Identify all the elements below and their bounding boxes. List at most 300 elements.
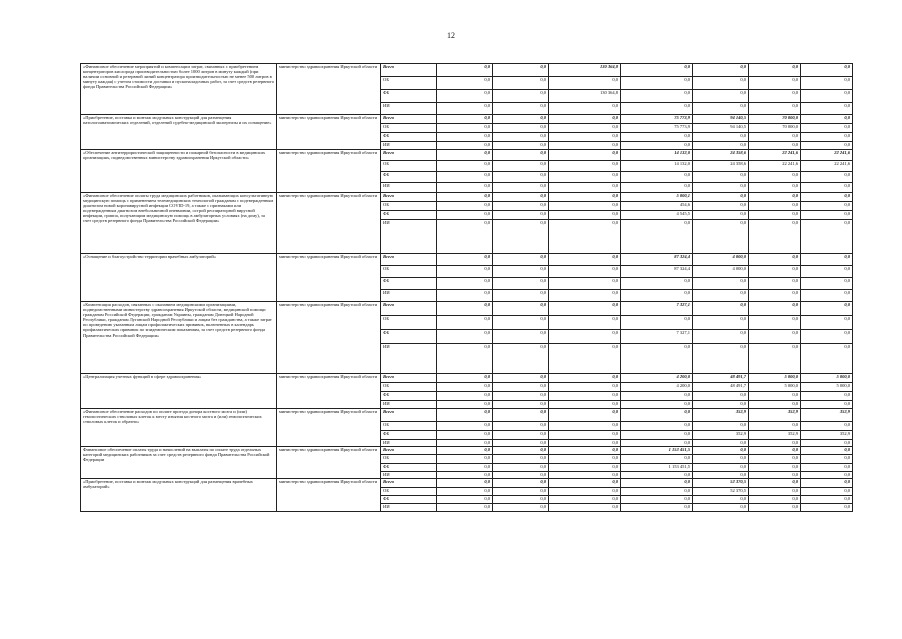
amount-cell: 0,0 — [549, 472, 621, 479]
amount-cell: 0,0 — [801, 316, 853, 330]
amount-cell: 0,0 — [437, 447, 493, 455]
amount-cell: 0,0 — [801, 103, 853, 115]
amount-cell: 0,0 — [801, 133, 853, 142]
measure-description: «Приобретение, поставка и монтаж модульных конструкций для размещения врачебных амбулаторий» — [81, 479, 277, 512]
amount-cell: 0,0 — [493, 202, 549, 211]
amount-cell: 352,9 — [749, 431, 801, 440]
amount-cell: 0,0 — [801, 504, 853, 512]
amount-cell: 0,0 — [549, 409, 621, 422]
funding-source: Всего — [381, 254, 437, 266]
amount-cell: 0,0 — [437, 161, 493, 172]
amount-cell: 352,9 — [693, 431, 749, 440]
table-row — [81, 302, 853, 316]
budget-table — [80, 63, 853, 512]
amount-cell: 0,0 — [749, 504, 801, 512]
amount-cell: 0,0 — [549, 488, 621, 496]
amount-cell: 0,0 — [549, 77, 621, 90]
funding-source: ОБ — [381, 383, 437, 392]
amount-cell: 0,0 — [493, 504, 549, 512]
amount-cell: 4 200,0 — [621, 374, 693, 383]
amount-cell: 0,0 — [801, 401, 853, 409]
amount-cell: 0,0 — [621, 344, 693, 374]
funding-source: ФБ — [381, 172, 437, 183]
amount-cell: 0,0 — [693, 472, 749, 479]
measure-description: «Финансовое обеспечение расходов по оплате проезда донора костного мозга и (или) гемопоэтических стволовых клеток к месту изъятия костного мозга и (или) гемопоэтических стволовых клеток и обратно» — [81, 409, 277, 447]
amount-cell: 5 000,0 — [749, 374, 801, 383]
amount-cell: 0,0 — [801, 464, 853, 472]
amount-cell: 0,0 — [549, 330, 621, 344]
amount-cell: 0,0 — [801, 302, 853, 316]
amount-cell: 0,0 — [801, 472, 853, 479]
amount-cell: 0,0 — [437, 220, 493, 254]
table-row — [81, 150, 853, 161]
amount-cell: 0,0 — [549, 431, 621, 440]
amount-cell: 0,0 — [749, 401, 801, 409]
amount-cell: 0,0 — [493, 447, 549, 455]
responsible-executor: министерство здравоохранения Иркутской области — [277, 150, 381, 193]
amount-cell: 0,0 — [749, 77, 801, 90]
amount-cell: 0,0 — [437, 472, 493, 479]
amount-cell: 352,9 — [693, 409, 749, 422]
amount-cell: 0,0 — [801, 330, 853, 344]
amount-cell: 5 000,0 — [749, 383, 801, 392]
amount-cell: 52 370,5 — [693, 488, 749, 496]
funding-source: ИИ — [381, 401, 437, 409]
amount-cell: 0,0 — [493, 77, 549, 90]
amount-cell: 0,0 — [437, 211, 493, 220]
amount-cell: 0,0 — [693, 401, 749, 409]
amount-cell: 0,0 — [749, 64, 801, 77]
amount-cell: 0,0 — [437, 440, 493, 447]
amount-cell: 0,0 — [437, 172, 493, 183]
amount-cell: 0,0 — [493, 401, 549, 409]
amount-cell: 0,0 — [693, 211, 749, 220]
amount-cell: 0,0 — [437, 383, 493, 392]
amount-cell: 0,0 — [493, 479, 549, 488]
amount-cell: 14 132,0 — [621, 161, 693, 172]
amount-cell: 0,0 — [493, 161, 549, 172]
amount-cell: 0,0 — [801, 193, 853, 202]
amount-cell: 0,0 — [549, 479, 621, 488]
amount-cell: 0,0 — [493, 440, 549, 447]
amount-cell: 48 491,7 — [693, 374, 749, 383]
amount-cell: 0,0 — [693, 278, 749, 290]
amount-cell: 0,0 — [801, 290, 853, 302]
amount-cell: 0,0 — [693, 220, 749, 254]
amount-cell: 0,0 — [549, 142, 621, 150]
amount-cell: 0,0 — [437, 344, 493, 374]
amount-cell: 0,0 — [437, 77, 493, 90]
amount-cell: 0,0 — [549, 392, 621, 401]
amount-cell: 0,0 — [749, 172, 801, 183]
amount-cell: 0,0 — [801, 64, 853, 77]
amount-cell: 0,0 — [437, 64, 493, 77]
measure-description: «Обеспечение антитеррористической защищенности и пожарной безопасности в медицинских организациях, подведомственных министерству здравоохранения Иркутской области» — [81, 150, 277, 193]
amount-cell: 0,0 — [693, 90, 749, 103]
amount-cell: 0,0 — [549, 266, 621, 278]
amount-cell: 14 132,0 — [621, 150, 693, 161]
amount-cell: 0,0 — [437, 330, 493, 344]
funding-source: ФБ — [381, 464, 437, 472]
amount-cell: 0,0 — [437, 374, 493, 383]
funding-source: ИИ — [381, 504, 437, 512]
amount-cell: 0,0 — [437, 183, 493, 193]
amount-cell: 0,0 — [749, 103, 801, 115]
funding-source: ОБ — [381, 202, 437, 211]
amount-cell: 0,0 — [693, 202, 749, 211]
amount-cell: 0,0 — [437, 302, 493, 316]
amount-cell: 0,0 — [801, 455, 853, 464]
funding-source: ИИ — [381, 440, 437, 447]
amount-cell: 0,0 — [437, 422, 493, 431]
amount-cell: 0,0 — [693, 133, 749, 142]
amount-cell: 0,0 — [549, 302, 621, 316]
funding-source: Всего — [381, 115, 437, 124]
measure-description: «Централизация учетных функций в сфере здравоохранения» — [81, 374, 277, 409]
amount-cell: 87 324,4 — [621, 266, 693, 278]
funding-source: Всего — [381, 479, 437, 488]
amount-cell: 0,0 — [693, 392, 749, 401]
funding-source: Всего — [381, 150, 437, 161]
amount-cell: 0,0 — [621, 316, 693, 330]
amount-cell: 0,0 — [749, 479, 801, 488]
amount-cell: 0,0 — [693, 64, 749, 77]
amount-cell: 0,0 — [437, 103, 493, 115]
amount-cell: 0,0 — [693, 464, 749, 472]
measure-description: «Приобретение, поставка и монтаж модульных конструкций для размещения патологоанатомических отделений, отделений судебно-медицинской экспертизы и их оснащение» — [81, 115, 277, 150]
amount-cell: 0,0 — [437, 392, 493, 401]
amount-cell: 0,0 — [437, 409, 493, 422]
amount-cell: 130 364,8 — [549, 90, 621, 103]
amount-cell: 0,0 — [693, 172, 749, 183]
amount-cell: 0,0 — [493, 496, 549, 504]
amount-cell: 0,0 — [493, 211, 549, 220]
amount-cell: 0,0 — [693, 422, 749, 431]
amount-cell: 0,0 — [549, 211, 621, 220]
amount-cell: 0,0 — [493, 344, 549, 374]
amount-cell: 0,0 — [437, 316, 493, 330]
amount-cell: 0,0 — [549, 103, 621, 115]
measure-description: «Оснащение и благоустройство территории врачебных амбулаторий» — [81, 254, 277, 302]
amount-cell: 0,0 — [493, 266, 549, 278]
amount-cell: 0,0 — [621, 455, 693, 464]
amount-cell: 0,0 — [693, 103, 749, 115]
amount-cell: 0,0 — [549, 161, 621, 172]
funding-source: ФБ — [381, 330, 437, 344]
amount-cell: 0,0 — [493, 302, 549, 316]
amount-cell: 0,0 — [549, 202, 621, 211]
amount-cell: 75 773,9 — [621, 124, 693, 133]
amount-cell: 0,0 — [749, 290, 801, 302]
amount-cell: 0,0 — [493, 422, 549, 431]
funding-source: Всего — [381, 447, 437, 455]
amount-cell: 0,0 — [801, 422, 853, 431]
amount-cell: 0,0 — [693, 440, 749, 447]
amount-cell: 0,0 — [749, 266, 801, 278]
amount-cell: 0,0 — [621, 479, 693, 488]
amount-cell: 0,0 — [549, 455, 621, 464]
amount-cell: 22 241,6 — [749, 161, 801, 172]
amount-cell: 0,0 — [801, 142, 853, 150]
funding-source: ОБ — [381, 266, 437, 278]
amount-cell: 0,0 — [493, 142, 549, 150]
funding-source: ОБ — [381, 455, 437, 464]
amount-cell: 0,0 — [801, 220, 853, 254]
amount-cell: 0,0 — [549, 278, 621, 290]
amount-cell: 0,0 — [749, 254, 801, 266]
table-row — [81, 64, 853, 77]
amount-cell: 0,0 — [549, 254, 621, 266]
amount-cell: 4 000,0 — [693, 266, 749, 278]
amount-cell: 0,0 — [749, 90, 801, 103]
table-row — [81, 115, 853, 124]
amount-cell: 4 200,0 — [621, 383, 693, 392]
amount-cell: 0,0 — [801, 344, 853, 374]
amount-cell: 0,0 — [493, 392, 549, 401]
amount-cell: 94 140,5 — [693, 124, 749, 133]
amount-cell: 0,0 — [437, 488, 493, 496]
amount-cell: 0,0 — [437, 431, 493, 440]
amount-cell: 0,0 — [549, 440, 621, 447]
amount-cell: 0,0 — [437, 254, 493, 266]
amount-cell: 0,0 — [801, 392, 853, 401]
amount-cell: 0,0 — [749, 440, 801, 447]
amount-cell: 0,0 — [749, 392, 801, 401]
amount-cell: 0,0 — [693, 496, 749, 504]
responsible-executor: министерство здравоохранения Иркутской области — [277, 193, 381, 254]
amount-cell: 0,0 — [621, 440, 693, 447]
amount-cell: 0,0 — [549, 447, 621, 455]
amount-cell: 0,0 — [549, 464, 621, 472]
responsible-executor: министерство здравоохранения Иркутской области — [277, 479, 381, 512]
amount-cell: 0,0 — [749, 496, 801, 504]
amount-cell: 0,0 — [493, 193, 549, 202]
amount-cell: 0,0 — [693, 183, 749, 193]
amount-cell: 0,0 — [749, 302, 801, 316]
measure-description: Финансовое обеспечение оплаты труда и начислений на выплаты по оплате труда отдельных категорий медицинских работников за счет средств резервного фонда Правительства Российской Федерации — [81, 447, 277, 479]
amount-cell: 0,0 — [749, 183, 801, 193]
amount-cell: 0,0 — [801, 278, 853, 290]
amount-cell: 24 358,6 — [693, 161, 749, 172]
amount-cell: 0,0 — [549, 220, 621, 254]
amount-cell: 22 241,6 — [801, 150, 853, 161]
amount-cell: 0,0 — [437, 455, 493, 464]
amount-cell: 0,0 — [549, 401, 621, 409]
amount-cell: 0,0 — [549, 183, 621, 193]
funding-source: ИИ — [381, 103, 437, 115]
funding-source: Всего — [381, 64, 437, 77]
amount-cell: 4 545,5 — [621, 211, 693, 220]
amount-cell: 0,0 — [437, 124, 493, 133]
amount-cell: 0,0 — [549, 374, 621, 383]
amount-cell: 0,0 — [621, 133, 693, 142]
amount-cell: 0,0 — [801, 479, 853, 488]
amount-cell: 0,0 — [549, 422, 621, 431]
funding-source: Всего — [381, 193, 437, 202]
amount-cell: 0,0 — [621, 401, 693, 409]
budget-table-body — [81, 64, 853, 512]
amount-cell: 0,0 — [801, 115, 853, 124]
amount-cell: 87 324,4 — [621, 254, 693, 266]
amount-cell: 0,0 — [621, 220, 693, 254]
amount-cell: 0,0 — [621, 142, 693, 150]
amount-cell: 0,0 — [493, 383, 549, 392]
responsible-executor: министерство здравоохранения Иркутской области — [277, 302, 381, 374]
amount-cell: 0,0 — [493, 455, 549, 464]
responsible-executor: министерство здравоохранения Иркутской области — [277, 409, 381, 447]
amount-cell: 0,0 — [749, 220, 801, 254]
amount-cell: 94 140,5 — [693, 115, 749, 124]
amount-cell: 70 000,0 — [749, 115, 801, 124]
table-row — [81, 374, 853, 383]
amount-cell: 0,0 — [437, 142, 493, 150]
table-row — [81, 409, 853, 422]
amount-cell: 48 491,7 — [693, 383, 749, 392]
amount-cell: 0,0 — [801, 447, 853, 455]
amount-cell: 7 327,1 — [621, 302, 693, 316]
funding-source: ОБ — [381, 77, 437, 90]
amount-cell: 70 000,0 — [749, 124, 801, 133]
amount-cell: 0,0 — [801, 90, 853, 103]
amount-cell: 0,0 — [493, 374, 549, 383]
amount-cell: 0,0 — [749, 133, 801, 142]
amount-cell: 130 364,8 — [549, 64, 621, 77]
amount-cell: 0,0 — [801, 254, 853, 266]
amount-cell: 0,0 — [493, 409, 549, 422]
funding-source: ФБ — [381, 133, 437, 142]
amount-cell: 52 370,5 — [693, 479, 749, 488]
amount-cell: 0,0 — [621, 409, 693, 422]
amount-cell: 0,0 — [493, 464, 549, 472]
amount-cell: 0,0 — [801, 440, 853, 447]
amount-cell: 0,0 — [801, 172, 853, 183]
funding-source: ИИ — [381, 290, 437, 302]
amount-cell: 5 000,0 — [801, 374, 853, 383]
amount-cell: 0,0 — [621, 278, 693, 290]
amount-cell: 0,0 — [493, 431, 549, 440]
amount-cell: 0,0 — [621, 77, 693, 90]
amount-cell: 0,0 — [801, 124, 853, 133]
amount-cell: 0,0 — [493, 220, 549, 254]
amount-cell: 0,0 — [493, 316, 549, 330]
amount-cell: 0,0 — [493, 278, 549, 290]
amount-cell: 0,0 — [493, 124, 549, 133]
amount-cell: 0,0 — [693, 77, 749, 90]
funding-source: ФБ — [381, 90, 437, 103]
amount-cell: 352,9 — [801, 409, 853, 422]
amount-cell: 352,9 — [801, 431, 853, 440]
amount-cell: 0,0 — [621, 392, 693, 401]
funding-source: ИИ — [381, 220, 437, 254]
amount-cell: 0,0 — [493, 115, 549, 124]
amount-cell: 0,0 — [693, 290, 749, 302]
amount-cell: 0,0 — [621, 90, 693, 103]
amount-cell: 0,0 — [801, 496, 853, 504]
amount-cell: 0,0 — [801, 488, 853, 496]
amount-cell: 0,0 — [693, 193, 749, 202]
measure-description: «Финансовое обеспечение мероприятий и компенсации затрат, связанных с приобретением концентраторов кислорода производительностью более 1000 литров в минуту каждый (при наличии основной и резервной линий концентратора производительностью не менее 500 литров в минуту каждая) с учетом стоимости доставки и пусконаладочных работ, за счет средств резервного фонда Правительства Российской Федерации» — [81, 64, 277, 115]
amount-cell: 0,0 — [437, 278, 493, 290]
funding-source: ОБ — [381, 124, 437, 133]
amount-cell: 0,0 — [437, 504, 493, 512]
amount-cell: 0,0 — [693, 302, 749, 316]
amount-cell: 0,0 — [549, 316, 621, 330]
amount-cell: 0,0 — [493, 103, 549, 115]
amount-cell: 0,0 — [437, 496, 493, 504]
amount-cell: 0,0 — [549, 383, 621, 392]
amount-cell: 0,0 — [493, 64, 549, 77]
responsible-executor: министерство здравоохранения Иркутской области — [277, 374, 381, 409]
amount-cell: 0,0 — [437, 115, 493, 124]
amount-cell: 0,0 — [549, 496, 621, 504]
amount-cell: 0,0 — [437, 193, 493, 202]
amount-cell: 0,0 — [437, 90, 493, 103]
amount-cell: 0,0 — [621, 172, 693, 183]
amount-cell: 0,0 — [801, 183, 853, 193]
funding-source: ОБ — [381, 161, 437, 172]
amount-cell: 1 153 451,5 — [621, 464, 693, 472]
table-row — [81, 254, 853, 266]
page-number: 12 — [447, 31, 455, 40]
amount-cell: 0,0 — [621, 290, 693, 302]
funding-source: ИИ — [381, 344, 437, 374]
amount-cell: 0,0 — [549, 504, 621, 512]
amount-cell: 0,0 — [621, 496, 693, 504]
amount-cell: 1 153 451,5 — [621, 447, 693, 455]
amount-cell: 0,0 — [749, 422, 801, 431]
amount-cell: 0,0 — [493, 133, 549, 142]
amount-cell: 0,0 — [749, 278, 801, 290]
responsible-executor: министерство здравоохранения Иркутской области — [277, 447, 381, 479]
measure-description: «Компенсация расходов, связанных с оказанием медицинскими организациями, подведомственными министерству здравоохранения Иркутской области, медицинской помощи гражданам Российской Федерации, гражданам Украины, гражданам Донецкой Народной Республики, гражданам Луганской Народной Республики и лицам без гражданства, а также затрат по проведению указанным лицам профилактических прививок, включенных в календарь профилактических прививок по эпидемическим показаниям, за счет средств резервного фонда Правительства Российской Федерации» — [81, 302, 277, 374]
amount-cell: 0,0 — [801, 266, 853, 278]
amount-cell: 0,0 — [749, 488, 801, 496]
amount-cell: 352,9 — [749, 409, 801, 422]
amount-cell: 0,0 — [549, 150, 621, 161]
amount-cell: 0,0 — [749, 447, 801, 455]
amount-cell: 0,0 — [437, 464, 493, 472]
amount-cell: 0,0 — [749, 316, 801, 330]
responsible-executor: министерство здравоохранения Иркутской области — [277, 115, 381, 150]
amount-cell: 0,0 — [749, 455, 801, 464]
amount-cell: 0,0 — [693, 455, 749, 464]
amount-cell: 0,0 — [549, 124, 621, 133]
amount-cell: 0,0 — [549, 290, 621, 302]
amount-cell: 5 000,1 — [621, 193, 693, 202]
amount-cell: 0,0 — [437, 266, 493, 278]
amount-cell: 24 358,6 — [693, 150, 749, 161]
amount-cell: 0,0 — [493, 290, 549, 302]
funding-source: ФБ — [381, 278, 437, 290]
amount-cell: 0,0 — [437, 202, 493, 211]
funding-source: ФБ — [381, 496, 437, 504]
responsible-executor: министерство здравоохранения Иркутской области — [277, 254, 381, 302]
amount-cell: 0,0 — [749, 202, 801, 211]
amount-cell: 0,0 — [693, 447, 749, 455]
funding-source: ОБ — [381, 422, 437, 431]
amount-cell: 0,0 — [493, 472, 549, 479]
amount-cell: 0,0 — [693, 330, 749, 344]
amount-cell: 0,0 — [749, 464, 801, 472]
amount-cell: 0,0 — [493, 90, 549, 103]
amount-cell: 0,0 — [749, 193, 801, 202]
funding-source: Всего — [381, 409, 437, 422]
amount-cell: 0,0 — [693, 344, 749, 374]
amount-cell: 0,0 — [493, 183, 549, 193]
funding-source: ОБ — [381, 488, 437, 496]
amount-cell: 0,0 — [621, 488, 693, 496]
amount-cell: 0,0 — [493, 330, 549, 344]
